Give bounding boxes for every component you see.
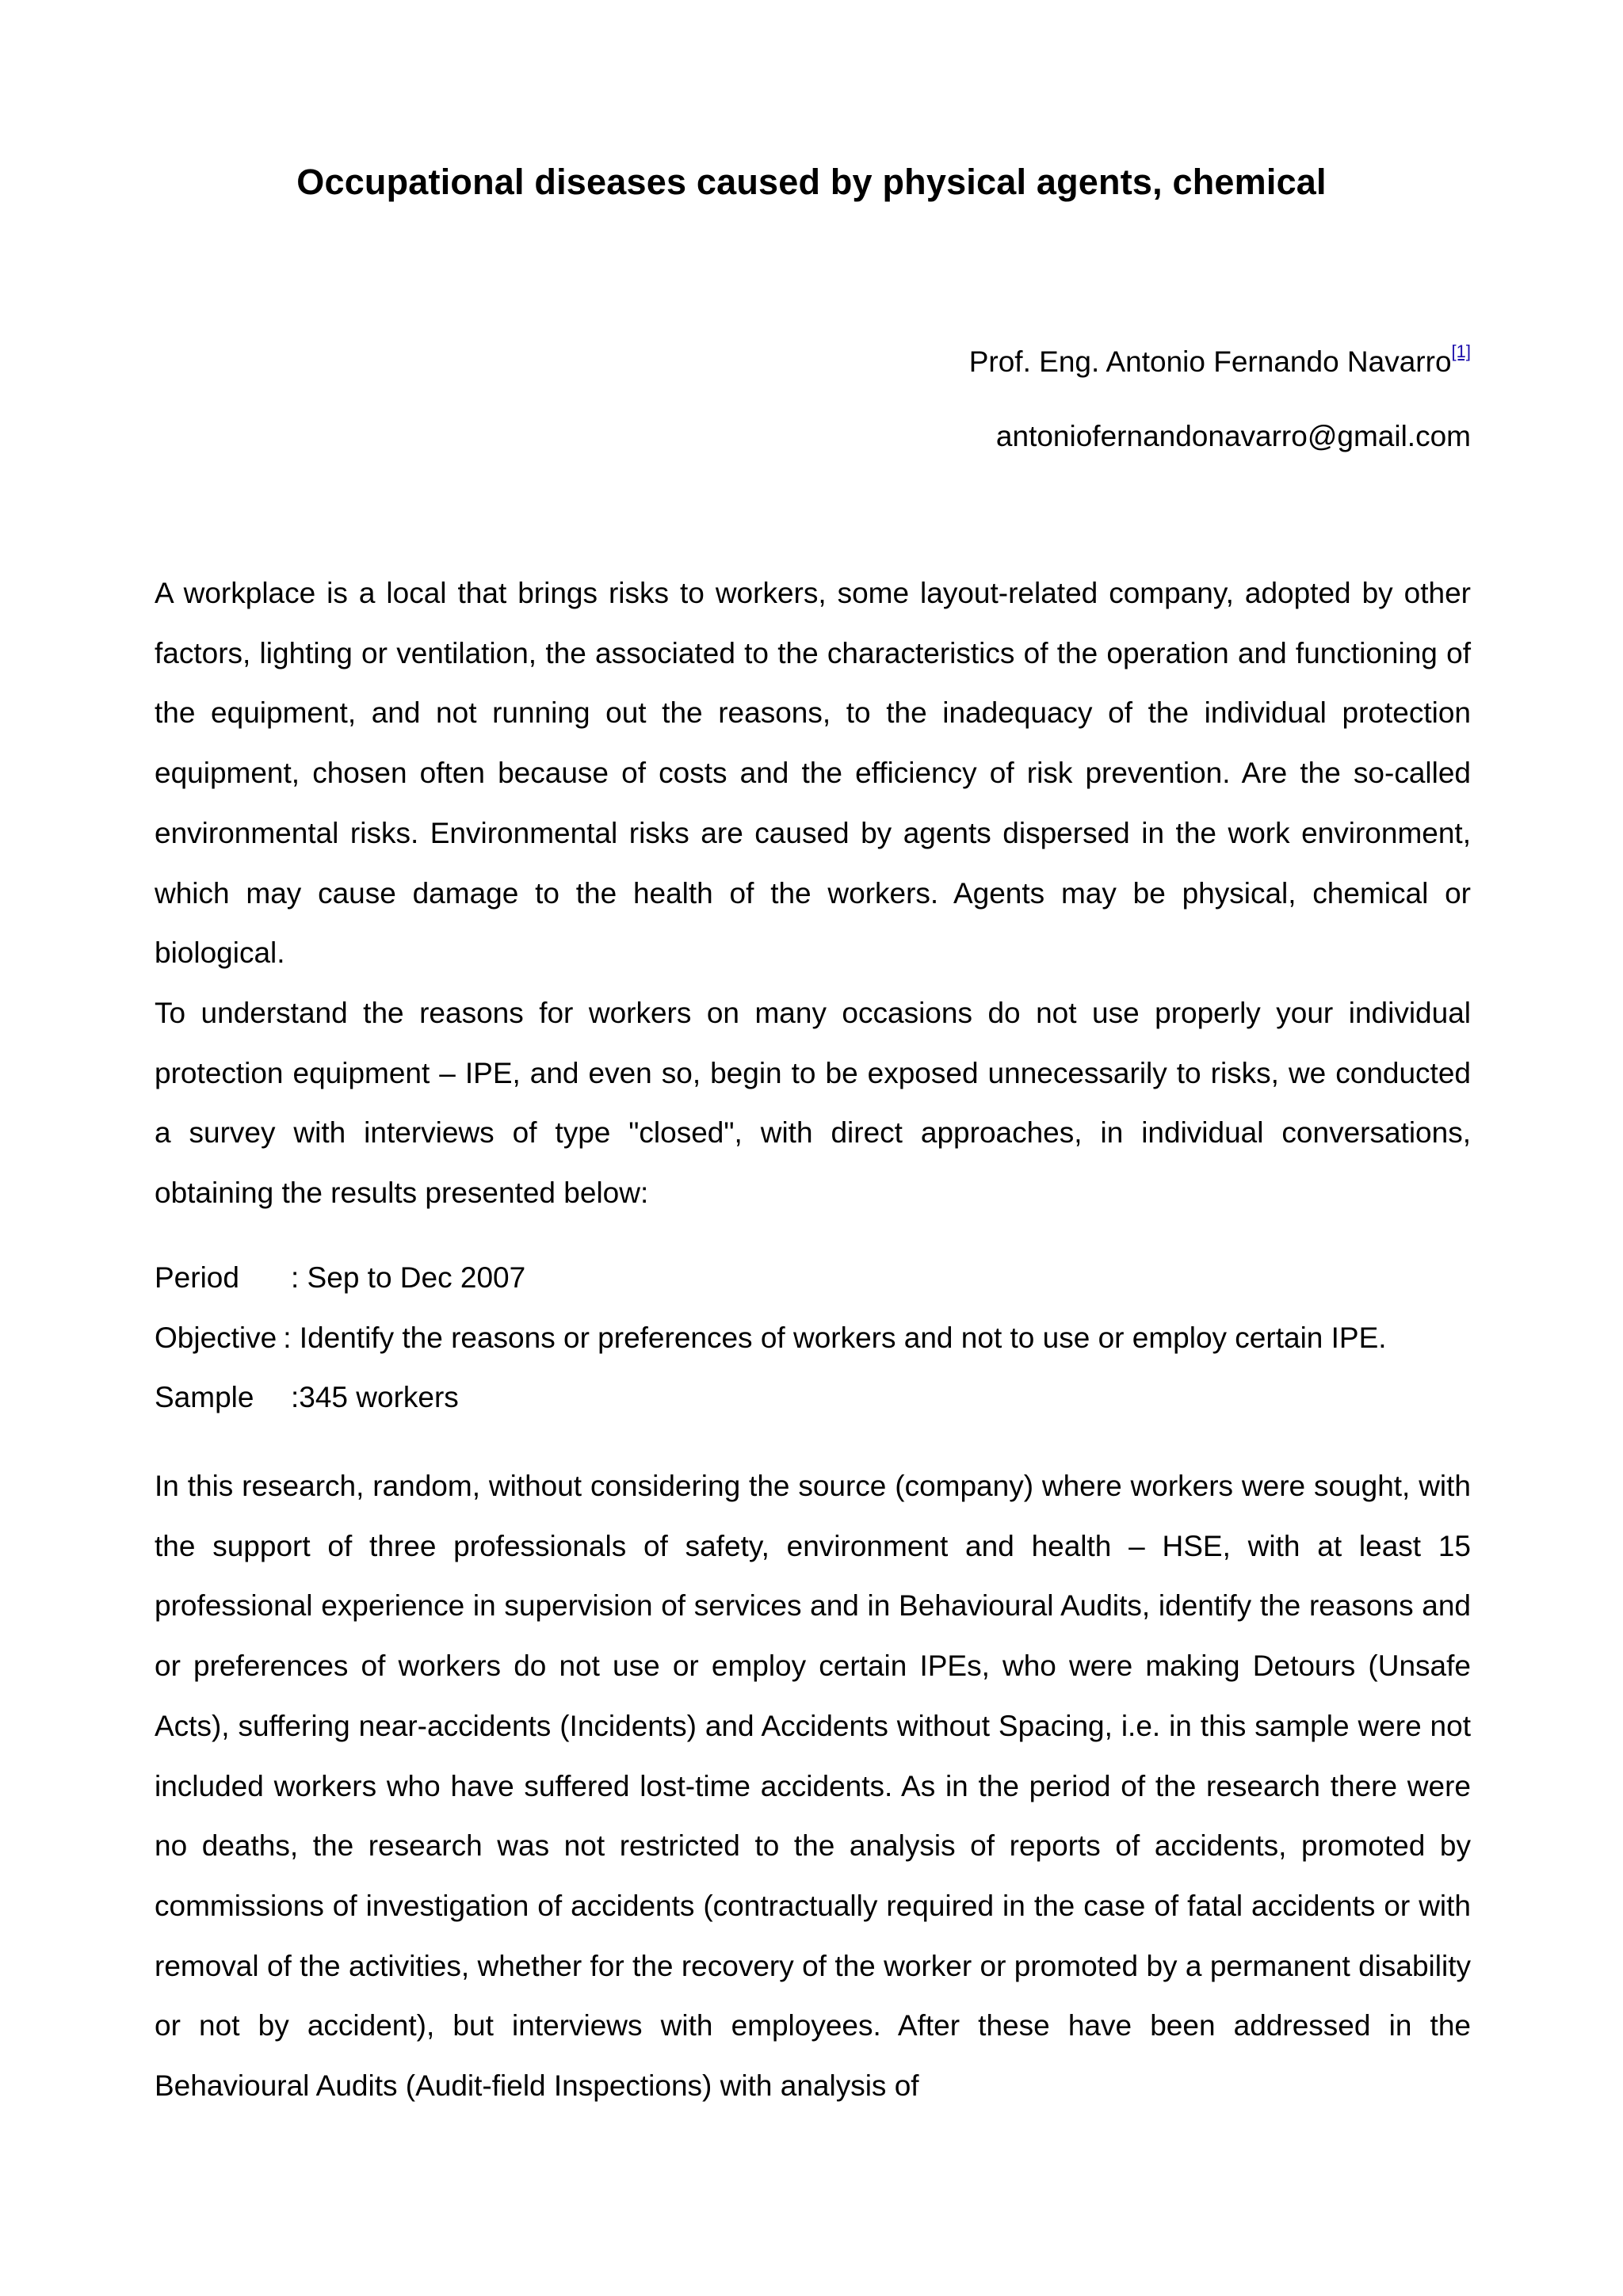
survey-objective-row [155, 1308, 1387, 1368]
paragraph-survey-intro: To understand the reasons for workers on many occasions do not use properly your individual protection equipment – IPE, and even so, begin to be exposed unnecessarily to risks, we conducted a survey with interviews of type "closed", with direct approaches, in individual conversations, obtaining the results presented below: [155, 997, 1471, 1210]
paragraph-intro: A workplace is a local that brings risks to workers, some layout-related company, adopted by other factors, lighting or ventilation, the associated to the characteristics of the operation and functioning of the equipment, and not running out the reasons, to the inadequacy of the individual protection equipment, chosen often because of costs and the efficiency of risk prevention. Are the so-called environmental risks. Environmental risks are caused by agents dispersed in the work environment, which may cause damage to the health of the workers. Agents may be physical, chemical or biological. [155, 577, 1471, 970]
author-name: Prof. Eng. Antonio Fernando Navarro [968, 345, 1452, 378]
sample-value: :345 workers [291, 1381, 459, 1413]
sample-label: Sample [155, 1381, 254, 1413]
survey-details [155, 1248, 1387, 1428]
footnote-superscript [1452, 341, 1471, 361]
document-title: Occupational diseases caused by physical agents, chemical [296, 162, 1327, 202]
objective-label: Objective [155, 1321, 277, 1354]
author-line [969, 341, 1471, 383]
paragraph-methodology: In this research, random, without considering the source (company) where workers were sought, with the support of three professionals of safety, environment and health – HSE, with at least 15 professional experience in supervision of services and in Behavioural Audits, identify the reasons and or preferences of workers do not use or employ certain IPEs, who were making Detours (Unsafe Acts), suffering near-accidents (Incidents) and Accidents without Spacing, i.e. in this sample were not included workers who have suffered lost-time accidents. As in the period of the research there were no deaths, the research was not restricted to the analysis of reports of accidents, promoted by commissions of investigation of accidents (contractually required in the case of fatal accidents or with removal of the activities, whether for the recovery of the worker or promoted by a permanent disability or not by accident), but interviews with employees. After these have been addressed in the Behavioural Audits (Audit-field Inspections) with analysis of [155, 1470, 1471, 2103]
survey-sample-row [155, 1367, 1387, 1428]
footnote-link[interactable]: [1] [1451, 341, 1471, 361]
author-email: antoniofernandonavarro@gmail.com [995, 420, 1471, 452]
survey-period-row [155, 1248, 1387, 1308]
objective-value: : Identify the reasons or preferences of workers and not to use or employ certain IPE. [283, 1321, 1387, 1354]
period-value: : Sep to Dec 2007 [291, 1261, 526, 1294]
period-label: Period [155, 1261, 239, 1294]
